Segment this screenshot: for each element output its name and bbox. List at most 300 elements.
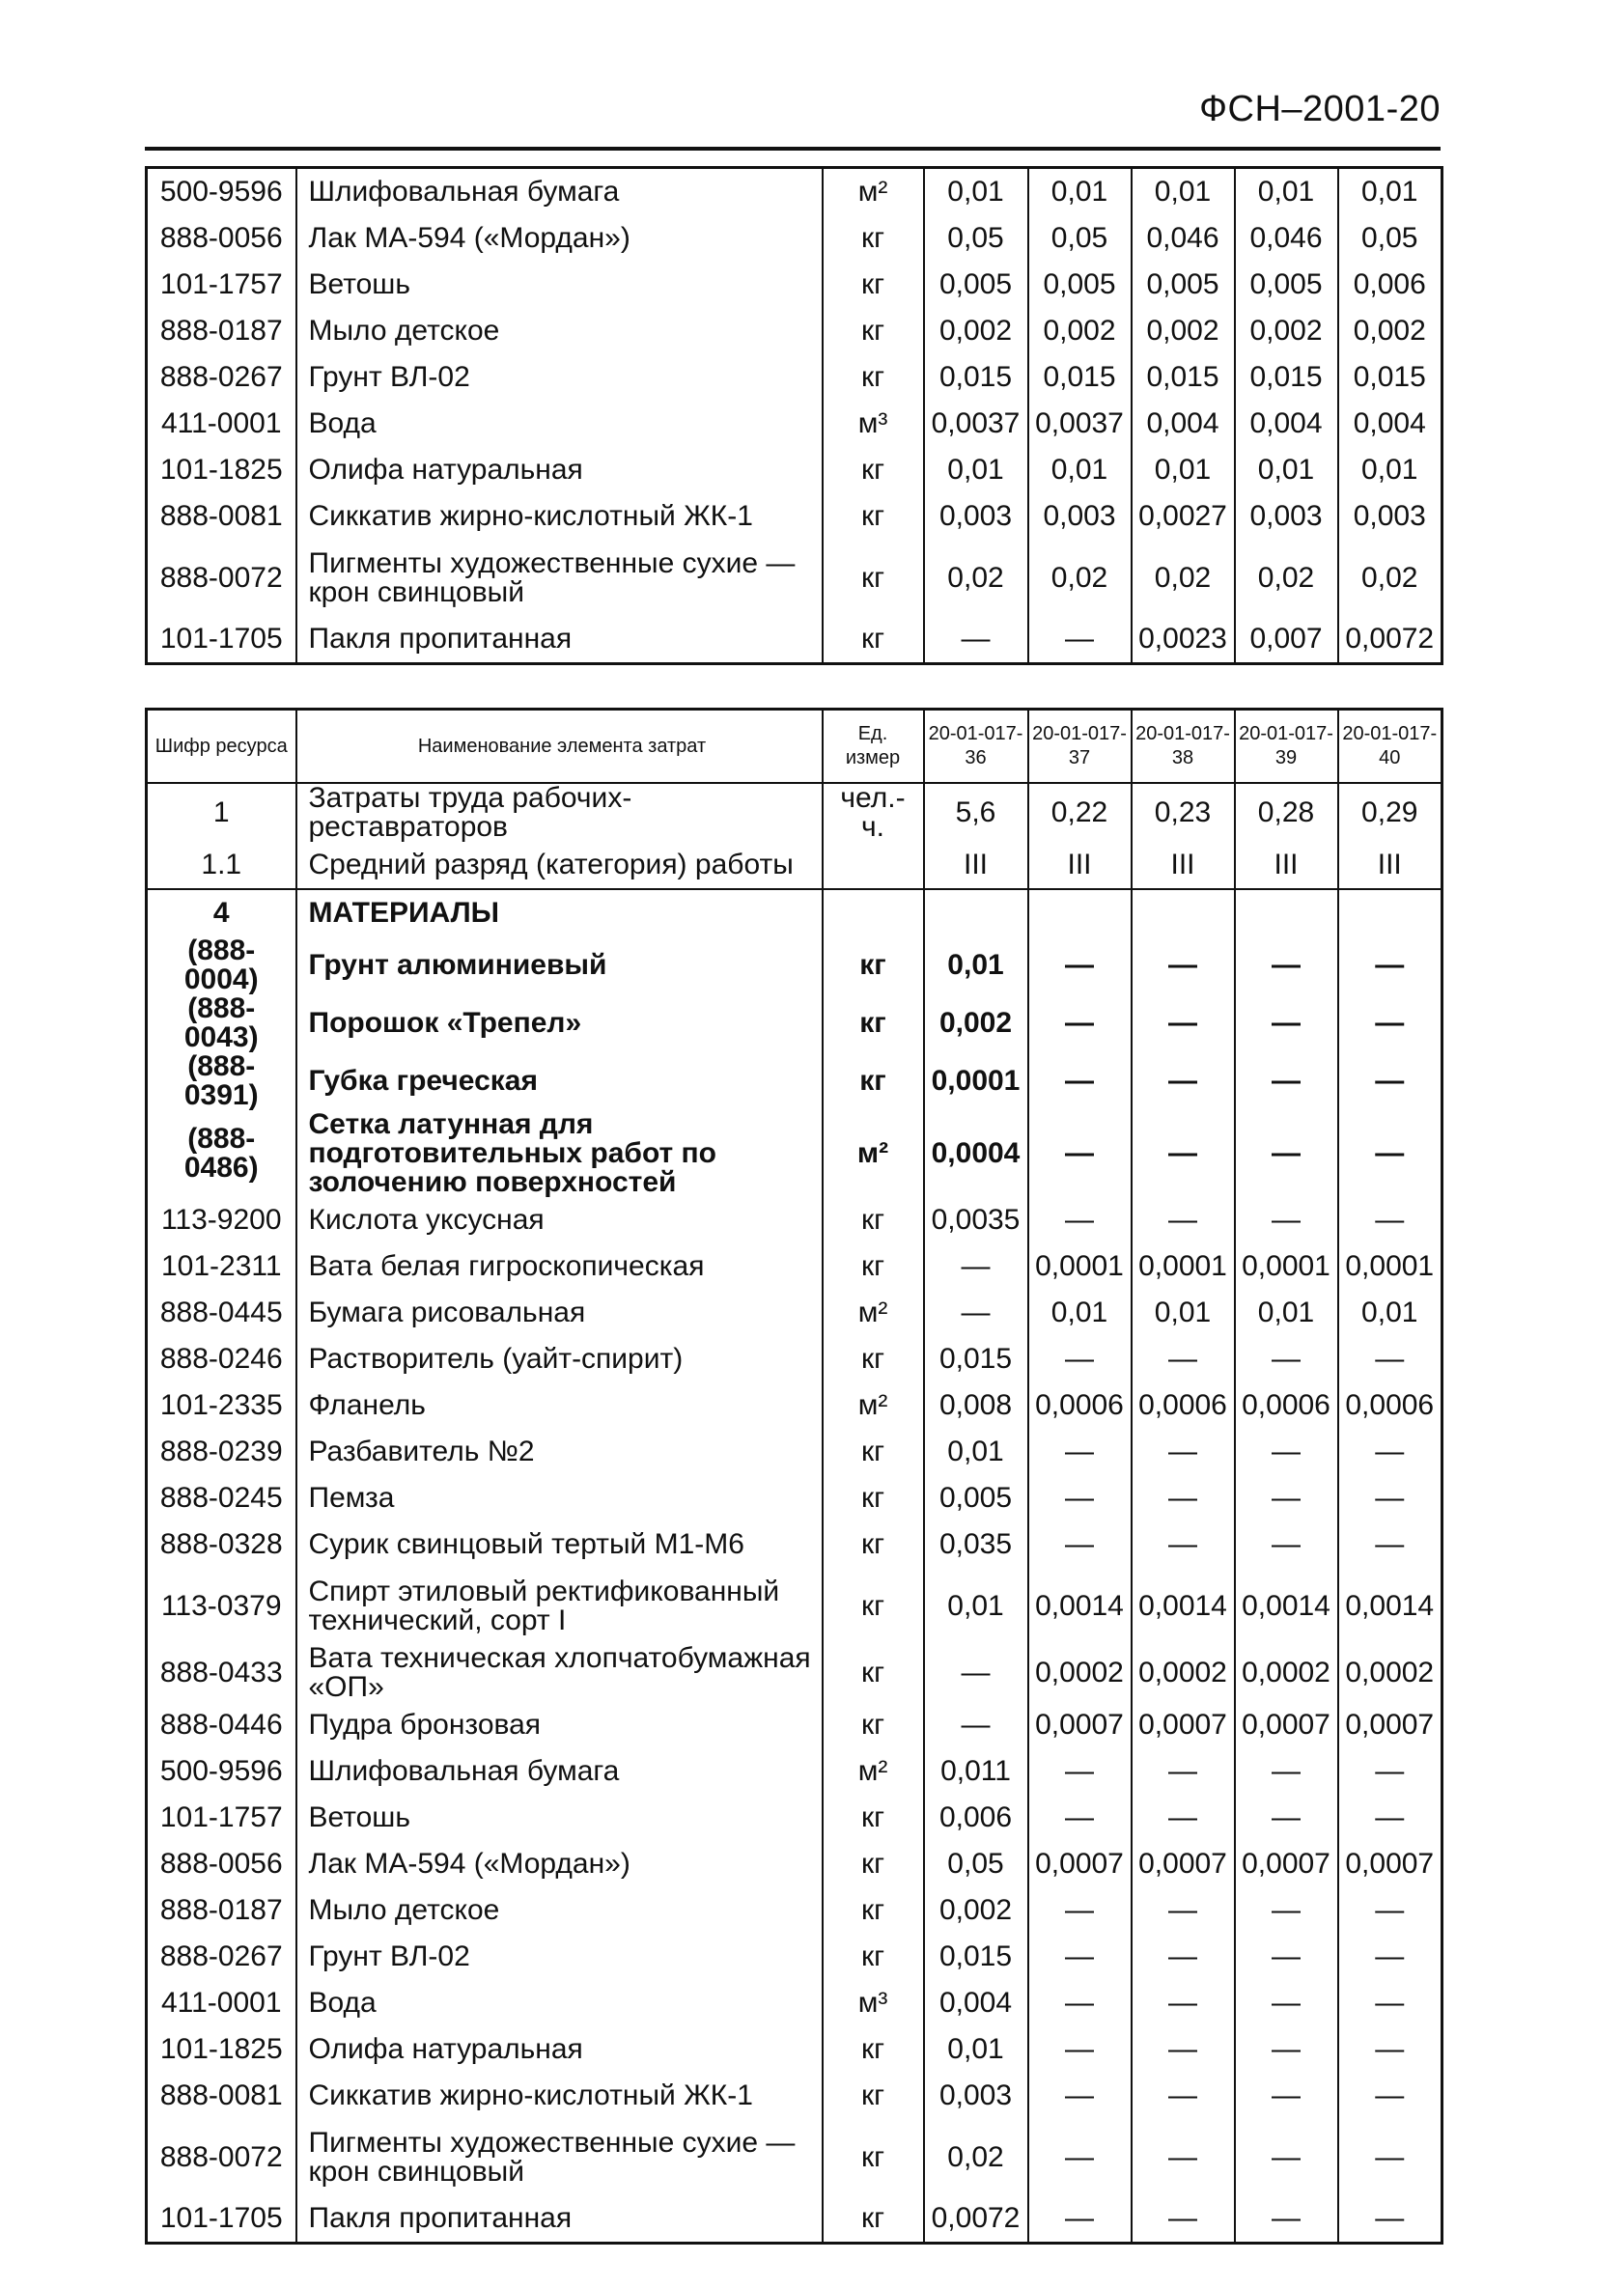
- unit-cell: кг: [823, 447, 924, 493]
- value-39-cell: —: [1235, 936, 1338, 994]
- value-38-cell: 0,0001: [1132, 1243, 1235, 1290]
- value-39-cell: —: [1235, 2073, 1338, 2119]
- unit-cell: кг: [823, 2119, 924, 2195]
- resource-code-cell: 888-0433: [147, 1644, 296, 1702]
- value-38-cell: —: [1132, 1934, 1235, 1980]
- item-name-cell: Грунт алюминиевый: [296, 936, 823, 994]
- value-40-cell: —: [1338, 2026, 1442, 2073]
- item-name-cell: Сетка латунная для подготовительных работ по золочению поверхностей: [296, 1110, 823, 1197]
- value-40-cell: 0,0014: [1338, 1568, 1442, 1644]
- unit-cell: кг: [823, 616, 924, 664]
- value-36-cell: 0,015: [924, 354, 1028, 401]
- resource-code-cell: 113-0379: [147, 1568, 296, 1644]
- value-37-cell: 0,0007: [1028, 1841, 1132, 1887]
- resource-code-cell: 888-0445: [147, 1290, 296, 1336]
- value-38-cell: 0,0023: [1132, 616, 1235, 664]
- value-40-cell: —: [1338, 1748, 1442, 1795]
- value-40-cell: 0,0072: [1338, 616, 1442, 664]
- item-name-cell: Олифа натуральная: [296, 447, 823, 493]
- value-37-cell: 0,05: [1028, 215, 1132, 262]
- value-36-cell: 0,0035: [924, 1197, 1028, 1243]
- resource-code-cell: (888-0391): [147, 1052, 296, 1110]
- value-39-cell: —: [1235, 1887, 1338, 1934]
- header-value-37-cell: 20-01-017-37: [1028, 710, 1132, 784]
- document-code: ФСН–2001-20: [1199, 89, 1441, 129]
- value-39-cell: 0,0001: [1235, 1243, 1338, 1290]
- table-row: [147, 1795, 1442, 1841]
- item-name-cell: Лак МА-594 («Мордан»): [296, 215, 823, 262]
- value-39-cell: 0,0007: [1235, 1702, 1338, 1748]
- resource-code-cell: 888-0239: [147, 1429, 296, 1475]
- value-37-cell: —: [1028, 1748, 1132, 1795]
- resource-code-cell: 888-0056: [147, 1841, 296, 1887]
- value-38-cell: —: [1132, 1429, 1235, 1475]
- value-37-cell: 0,22: [1028, 783, 1132, 842]
- value-40-cell: 0,003: [1338, 493, 1442, 540]
- value-39-cell: 0,0007: [1235, 1841, 1338, 1887]
- table-row: [147, 2026, 1442, 2073]
- item-name-cell: Пакля пропитанная: [296, 2195, 823, 2244]
- table-row: [147, 1052, 1442, 1110]
- value-38-cell: 0,0027: [1132, 493, 1235, 540]
- unit-cell: кг: [823, 1887, 924, 1934]
- item-name-cell: Бумага рисовальная: [296, 1290, 823, 1336]
- resource-code-cell: 500-9596: [147, 168, 296, 216]
- table-row: [147, 994, 1442, 1052]
- value-38-cell: 0,015: [1132, 354, 1235, 401]
- item-name-cell: Ветошь: [296, 1795, 823, 1841]
- table-row: [147, 354, 1442, 401]
- value-37-cell: —: [1028, 1429, 1132, 1475]
- value-40-cell: —: [1338, 1110, 1442, 1197]
- value-37-cell: —: [1028, 2119, 1132, 2195]
- unit-cell: кг: [823, 1197, 924, 1243]
- header-resource-code-cell: Шифр ресурса: [147, 710, 296, 784]
- value-37-cell: 0,015: [1028, 354, 1132, 401]
- value-37-cell: 0,0002: [1028, 1644, 1132, 1702]
- value-36-cell: III: [924, 842, 1028, 889]
- value-39-cell: —: [1235, 2195, 1338, 2244]
- value-39-cell: —: [1235, 994, 1338, 1052]
- resource-code-cell: 888-0072: [147, 2119, 296, 2195]
- value-36-cell: 0,0001: [924, 1052, 1028, 1110]
- value-39-cell: —: [1235, 1934, 1338, 1980]
- table-row: [147, 616, 1442, 664]
- unit-cell: кг: [823, 1475, 924, 1521]
- item-name-cell: Пакля пропитанная: [296, 616, 823, 664]
- item-name-cell: Лак МА-594 («Мордан»): [296, 1841, 823, 1887]
- item-name-cell: Пудра бронзовая: [296, 1702, 823, 1748]
- unit-cell: кг: [823, 994, 924, 1052]
- empty-cell: [1338, 889, 1442, 936]
- unit-cell: кг: [823, 1934, 924, 1980]
- materials-title-cell: МАТЕРИАЛЫ: [296, 889, 823, 936]
- resource-code-cell: 411-0001: [147, 1980, 296, 2026]
- item-name-cell: Ветошь: [296, 262, 823, 308]
- value-36-cell: 0,004: [924, 1980, 1028, 2026]
- resource-code-cell: 101-1705: [147, 2195, 296, 2244]
- value-40-cell: —: [1338, 2073, 1442, 2119]
- item-name-cell: Порошок «Трепел»: [296, 994, 823, 1052]
- table-row: [147, 1748, 1442, 1795]
- value-40-cell: —: [1338, 1887, 1442, 1934]
- value-36-cell: 0,005: [924, 262, 1028, 308]
- value-38-cell: —: [1132, 1052, 1235, 1110]
- item-name-cell: Олифа натуральная: [296, 2026, 823, 2073]
- value-36-cell: 0,015: [924, 1934, 1028, 1980]
- table-row: [147, 1475, 1442, 1521]
- table-row: [147, 308, 1442, 354]
- unit-cell: м²: [823, 1382, 924, 1429]
- value-39-cell: 0,046: [1235, 215, 1338, 262]
- item-name-cell: Пигменты художественные сухие — крон свинцовый: [296, 540, 823, 616]
- resource-code-cell: 888-0245: [147, 1475, 296, 1521]
- value-39-cell: 0,01: [1235, 447, 1338, 493]
- table-row: [147, 1887, 1442, 1934]
- value-37-cell: 0,0037: [1028, 401, 1132, 447]
- resources-table: [145, 708, 1443, 2245]
- value-40-cell: —: [1338, 1934, 1442, 1980]
- resource-code-cell: 888-0081: [147, 493, 296, 540]
- value-39-cell: 0,007: [1235, 616, 1338, 664]
- resource-code-cell: 411-0001: [147, 401, 296, 447]
- value-37-cell: —: [1028, 1521, 1132, 1568]
- value-36-cell: —: [924, 616, 1028, 664]
- value-36-cell: 0,002: [924, 308, 1028, 354]
- table-row: [147, 1197, 1442, 1243]
- value-36-cell: —: [924, 1644, 1028, 1702]
- value-36-cell: 0,0072: [924, 2195, 1028, 2244]
- value-36-cell: 0,05: [924, 1841, 1028, 1887]
- value-38-cell: III: [1132, 842, 1235, 889]
- item-name-cell: Сиккатив жирно-кислотный ЖК-1: [296, 2073, 823, 2119]
- value-37-cell: —: [1028, 1887, 1132, 1934]
- value-39-cell: 0,0006: [1235, 1382, 1338, 1429]
- value-38-cell: 0,01: [1132, 168, 1235, 216]
- value-38-cell: 0,002: [1132, 308, 1235, 354]
- unit-cell: м²: [823, 1110, 924, 1197]
- value-38-cell: —: [1132, 1110, 1235, 1197]
- table-row: [147, 1521, 1442, 1568]
- unit-cell: кг: [823, 493, 924, 540]
- value-39-cell: 0,002: [1235, 308, 1338, 354]
- resource-code-cell: 1: [147, 783, 296, 842]
- resource-code-cell: 888-0328: [147, 1521, 296, 1568]
- value-38-cell: —: [1132, 1748, 1235, 1795]
- item-name-cell: Сурик свинцовый тертый М1-М6: [296, 1521, 823, 1568]
- empty-cell: [1132, 889, 1235, 936]
- value-39-cell: —: [1235, 1336, 1338, 1382]
- unit-cell: м³: [823, 1980, 924, 2026]
- item-name-cell: Шлифовальная бумага: [296, 168, 823, 216]
- value-40-cell: 0,0007: [1338, 1702, 1442, 1748]
- value-36-cell: 0,01: [924, 168, 1028, 216]
- resource-code-cell: 101-2311: [147, 1243, 296, 1290]
- table-row: [147, 1644, 1442, 1702]
- value-37-cell: —: [1028, 1197, 1132, 1243]
- table-row: [147, 1382, 1442, 1429]
- item-name-cell: Вата белая гигроскопическая: [296, 1243, 823, 1290]
- value-38-cell: 0,23: [1132, 783, 1235, 842]
- resource-code-cell: 101-2335: [147, 1382, 296, 1429]
- resource-code-cell: 888-0187: [147, 308, 296, 354]
- value-37-cell: III: [1028, 842, 1132, 889]
- value-40-cell: 0,01: [1338, 447, 1442, 493]
- value-36-cell: 0,002: [924, 994, 1028, 1052]
- resource-code-cell: 888-0072: [147, 540, 296, 616]
- resource-code-cell: (888-0004): [147, 936, 296, 994]
- value-37-cell: 0,003: [1028, 493, 1132, 540]
- value-39-cell: 0,0002: [1235, 1644, 1338, 1702]
- value-40-cell: 0,01: [1338, 168, 1442, 216]
- value-36-cell: 0,01: [924, 1568, 1028, 1644]
- value-40-cell: 0,0007: [1338, 1841, 1442, 1887]
- value-38-cell: 0,0006: [1132, 1382, 1235, 1429]
- value-37-cell: 0,01: [1028, 1290, 1132, 1336]
- resource-code-cell: 101-1757: [147, 262, 296, 308]
- value-36-cell: 0,003: [924, 2073, 1028, 2119]
- unit-cell: м²: [823, 1748, 924, 1795]
- table-row: [147, 262, 1442, 308]
- value-36-cell: —: [924, 1243, 1028, 1290]
- unit-cell: кг: [823, 308, 924, 354]
- table-row: [147, 401, 1442, 447]
- unit-cell: кг: [823, 1052, 924, 1110]
- item-name-cell: Грунт ВЛ-02: [296, 1934, 823, 1980]
- resource-code-cell: 101-1757: [147, 1795, 296, 1841]
- value-38-cell: 0,01: [1132, 447, 1235, 493]
- value-40-cell: 0,29: [1338, 783, 1442, 842]
- resource-code-cell: 888-0267: [147, 1934, 296, 1980]
- item-name-cell: Разбавитель №2: [296, 1429, 823, 1475]
- value-38-cell: 0,005: [1132, 262, 1235, 308]
- unit-cell: кг: [823, 1429, 924, 1475]
- unit-cell: м²: [823, 168, 924, 216]
- value-38-cell: 0,0014: [1132, 1568, 1235, 1644]
- unit-cell: кг: [823, 215, 924, 262]
- empty-cell: [823, 889, 924, 936]
- value-40-cell: 0,002: [1338, 308, 1442, 354]
- header-value-38-cell: 20-01-017-38: [1132, 710, 1235, 784]
- value-39-cell: —: [1235, 1475, 1338, 1521]
- value-36-cell: 0,011: [924, 1748, 1028, 1795]
- table-row: [147, 447, 1442, 493]
- table-row: [147, 1336, 1442, 1382]
- empty-cell: [1028, 889, 1132, 936]
- item-name-cell: Растворитель (уайт-спирит): [296, 1336, 823, 1382]
- item-name-cell: Вата техническая хлопчатобумажная «ОП»: [296, 1644, 823, 1702]
- resource-code-cell: 888-0446: [147, 1702, 296, 1748]
- value-38-cell: 0,0007: [1132, 1702, 1235, 1748]
- value-37-cell: —: [1028, 936, 1132, 994]
- value-40-cell: —: [1338, 1336, 1442, 1382]
- item-name-cell: Мыло детское: [296, 308, 823, 354]
- value-38-cell: 0,046: [1132, 215, 1235, 262]
- value-37-cell: 0,0014: [1028, 1568, 1132, 1644]
- value-40-cell: —: [1338, 1521, 1442, 1568]
- value-39-cell: —: [1235, 1748, 1338, 1795]
- resource-code-cell: 888-0246: [147, 1336, 296, 1382]
- value-40-cell: —: [1338, 1475, 1442, 1521]
- value-38-cell: 0,0007: [1132, 1841, 1235, 1887]
- value-40-cell: 0,0006: [1338, 1382, 1442, 1429]
- value-38-cell: 0,004: [1132, 401, 1235, 447]
- value-39-cell: 0,003: [1235, 493, 1338, 540]
- resource-code-cell: 1.1: [147, 842, 296, 889]
- value-39-cell: —: [1235, 2026, 1338, 2073]
- table-row: [147, 1934, 1442, 1980]
- materials-section-row: [147, 889, 1442, 936]
- unit-cell: м³: [823, 401, 924, 447]
- value-38-cell: —: [1132, 1475, 1235, 1521]
- item-name-cell: Спирт этиловый ректификованный технический, сорт I: [296, 1568, 823, 1644]
- value-37-cell: —: [1028, 1980, 1132, 2026]
- value-37-cell: 0,01: [1028, 168, 1132, 216]
- value-40-cell: III: [1338, 842, 1442, 889]
- value-40-cell: 0,01: [1338, 1290, 1442, 1336]
- value-37-cell: —: [1028, 2026, 1132, 2073]
- value-40-cell: 0,015: [1338, 354, 1442, 401]
- resource-code-cell: 101-1825: [147, 2026, 296, 2073]
- value-36-cell: 0,015: [924, 1336, 1028, 1382]
- resource-code-cell: 888-0056: [147, 215, 296, 262]
- value-37-cell: 0,01: [1028, 447, 1132, 493]
- empty-cell: [924, 889, 1028, 936]
- value-38-cell: —: [1132, 936, 1235, 994]
- value-38-cell: —: [1132, 1887, 1235, 1934]
- item-name-cell: Пигменты художественные сухие — крон свинцовый: [296, 2119, 823, 2195]
- value-36-cell: 0,02: [924, 540, 1028, 616]
- value-39-cell: 0,004: [1235, 401, 1338, 447]
- value-39-cell: 0,01: [1235, 168, 1338, 216]
- value-40-cell: —: [1338, 2195, 1442, 2244]
- unit-cell: кг: [823, 262, 924, 308]
- value-40-cell: 0,0002: [1338, 1644, 1442, 1702]
- value-39-cell: 0,02: [1235, 540, 1338, 616]
- item-name-cell: Вода: [296, 1980, 823, 2026]
- unit-cell: кг: [823, 1243, 924, 1290]
- value-36-cell: 0,003: [924, 493, 1028, 540]
- value-37-cell: 0,0007: [1028, 1702, 1132, 1748]
- value-40-cell: —: [1338, 1429, 1442, 1475]
- value-36-cell: 0,005: [924, 1475, 1028, 1521]
- unit-cell: м²: [823, 1290, 924, 1336]
- table-row: [147, 1110, 1442, 1197]
- value-40-cell: —: [1338, 1980, 1442, 2026]
- value-38-cell: —: [1132, 2026, 1235, 2073]
- resource-code-cell: (888-0043): [147, 994, 296, 1052]
- unit-cell: [823, 842, 924, 889]
- value-38-cell: —: [1132, 2073, 1235, 2119]
- table-row: [147, 2195, 1442, 2244]
- value-39-cell: 0,0014: [1235, 1568, 1338, 1644]
- table-row: [147, 1290, 1442, 1336]
- value-36-cell: 0,05: [924, 215, 1028, 262]
- value-37-cell: —: [1028, 2073, 1132, 2119]
- unit-cell: кг: [823, 1336, 924, 1382]
- value-36-cell: 5,6: [924, 783, 1028, 842]
- table-row: [147, 936, 1442, 994]
- unit-cell: кг: [823, 1644, 924, 1702]
- value-40-cell: —: [1338, 994, 1442, 1052]
- value-37-cell: —: [1028, 1052, 1132, 1110]
- value-38-cell: —: [1132, 2195, 1235, 2244]
- table-row: [147, 2073, 1442, 2119]
- value-36-cell: 0,01: [924, 936, 1028, 994]
- value-40-cell: 0,05: [1338, 215, 1442, 262]
- table-row: [147, 493, 1442, 540]
- resource-code-cell: 888-0267: [147, 354, 296, 401]
- value-40-cell: 0,02: [1338, 540, 1442, 616]
- value-36-cell: 0,006: [924, 1795, 1028, 1841]
- value-38-cell: 0,0002: [1132, 1644, 1235, 1702]
- resource-code-cell: 888-0081: [147, 2073, 296, 2119]
- value-40-cell: —: [1338, 1052, 1442, 1110]
- item-name-cell: Пемза: [296, 1475, 823, 1521]
- value-40-cell: —: [1338, 2119, 1442, 2195]
- unit-cell: кг: [823, 2195, 924, 2244]
- table-row: [147, 215, 1442, 262]
- resource-code-cell: 101-1825: [147, 447, 296, 493]
- value-37-cell: —: [1028, 616, 1132, 664]
- item-name-cell: Кислота уксусная: [296, 1197, 823, 1243]
- resource-code-cell: 101-1705: [147, 616, 296, 664]
- value-39-cell: —: [1235, 1521, 1338, 1568]
- unit-cell: кг: [823, 1795, 924, 1841]
- value-36-cell: 0,02: [924, 2119, 1028, 2195]
- value-40-cell: —: [1338, 936, 1442, 994]
- table-row: [147, 1702, 1442, 1748]
- value-36-cell: —: [924, 1702, 1028, 1748]
- value-39-cell: 0,015: [1235, 354, 1338, 401]
- value-38-cell: —: [1132, 2119, 1235, 2195]
- value-36-cell: 0,0004: [924, 1110, 1028, 1197]
- value-38-cell: —: [1132, 1795, 1235, 1841]
- unit-cell: кг: [823, 936, 924, 994]
- resource-code-cell: (888-0486): [147, 1110, 296, 1197]
- table-row: [147, 2119, 1442, 2195]
- value-39-cell: III: [1235, 842, 1338, 889]
- item-name-cell: Фланель: [296, 1382, 823, 1429]
- value-36-cell: 0,035: [924, 1521, 1028, 1568]
- resource-code-cell: 888-0187: [147, 1887, 296, 1934]
- header-value-36-cell: 20-01-017-36: [924, 710, 1028, 784]
- unit-cell: кг: [823, 1568, 924, 1644]
- value-37-cell: 0,0006: [1028, 1382, 1132, 1429]
- value-39-cell: 0,005: [1235, 262, 1338, 308]
- unit-cell: кг: [823, 1702, 924, 1748]
- unit-cell: чел.-ч.: [823, 783, 924, 842]
- table-row: [147, 540, 1442, 616]
- value-40-cell: —: [1338, 1795, 1442, 1841]
- value-40-cell: 0,006: [1338, 262, 1442, 308]
- value-40-cell: —: [1338, 1197, 1442, 1243]
- item-name-cell: Мыло детское: [296, 1887, 823, 1934]
- unit-cell: кг: [823, 354, 924, 401]
- header-row: [147, 710, 1442, 784]
- table-row: [147, 1841, 1442, 1887]
- value-37-cell: —: [1028, 1110, 1132, 1197]
- unit-cell: кг: [823, 2026, 924, 2073]
- header-unit-cell: Ед. измер: [823, 710, 924, 784]
- value-36-cell: 0,01: [924, 1429, 1028, 1475]
- value-40-cell: 0,0001: [1338, 1243, 1442, 1290]
- unit-cell: кг: [823, 1841, 924, 1887]
- labor-row: [147, 783, 1442, 842]
- value-38-cell: 0,02: [1132, 540, 1235, 616]
- value-37-cell: —: [1028, 1336, 1132, 1382]
- table-row: [147, 168, 1442, 216]
